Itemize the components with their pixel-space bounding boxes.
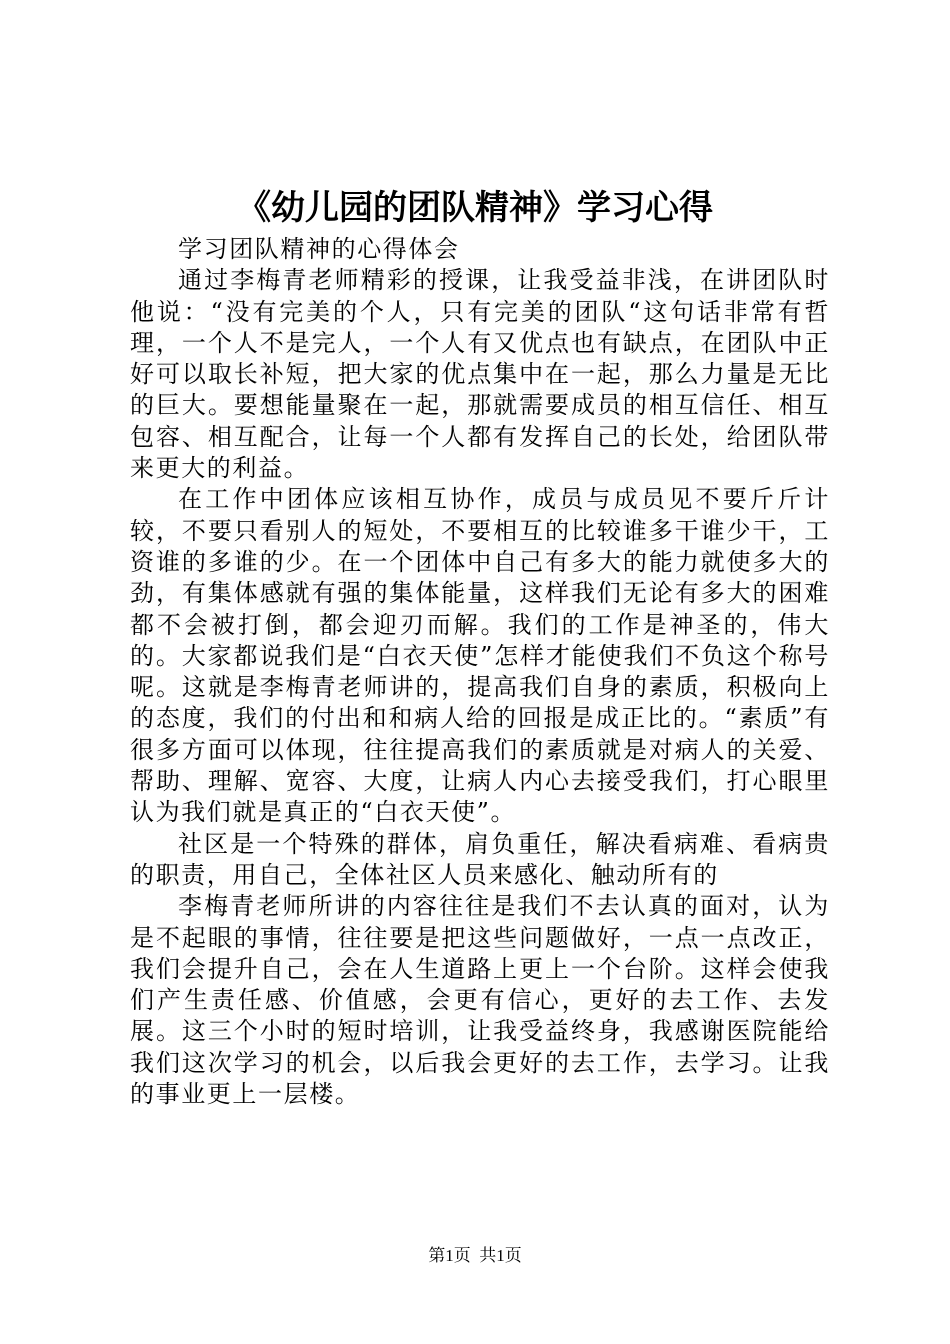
body-paragraph: 通过李梅青老师精彩的授课，让我受益非浅，在讲团队时他说：“没有完美的个人，只有完美的团队“这句话非常有哲理，一个人不是完人，一个人有又优点也有缺点，在团队中正好可以取长补短，把大家的优点集中在一起，那么力量是无比的巨大。要想能量聚在一起，那就需要成员的相互信任、相互包容、相互配合，让每一个人都有发挥自己的长处，给团队带来更大的利益。	[130, 266, 830, 483]
document-body	[130, 234, 830, 1110]
subtitle-paragraph: 学习团队精神的心得体会	[178, 235, 460, 263]
document-title: 《幼儿园的团队精神》学习心得	[237, 188, 713, 228]
body-paragraph: 李梅青老师所讲的内容往往是我们不去认真的面对，认为是不起眼的事情，往往要是把这些问题做好，一点一点改正，我们会提升自己，会在人生道路上更上一个台阶。这样会使我们产生责任感、价值感，会更有信心，更好的去工作、去发展。这三个小时的短时培训，让我受益终身，我感谢医院能给我们这次学习的机会，以后我会更好的去工作，去学习。让我的事业更上一层楼。	[130, 892, 830, 1109]
body-paragraph: 在工作中团体应该相互协作，成员与成员见不要斤斤计较，不要只看别人的短处，不要相互的比较谁多干谁少干，工资谁的多谁的少。在一个团体中自己有多大的能力就使多大的劲，有集体感就有强的集体能量，这样我们无论有多大的困难都不会被打倒，都会迎刃而解。我们的工作是神圣的，伟大的。大家都说我们是“白衣天使”怎样才能使我们不负这个称号呢。这就是李梅青老师讲的，提高我们自身的素质，积极向上的态度，我们的付出和和病人给的回报是成正比的。“素质”有很多方面可以体现，往往提高我们的素质就是对病人的关爱、帮助、理解、宽容、大度，让病人内心去接受我们，打心眼里认为我们就是真正的“白衣天使”。	[130, 485, 830, 827]
body-paragraph: 社区是一个特殊的群体，肩负重任，解决看病难、看病贵的职责，用自己，全体社区人员来感化、触动所有的	[130, 829, 830, 889]
page-number-footer: 第1页 共1页	[428, 1246, 522, 1265]
